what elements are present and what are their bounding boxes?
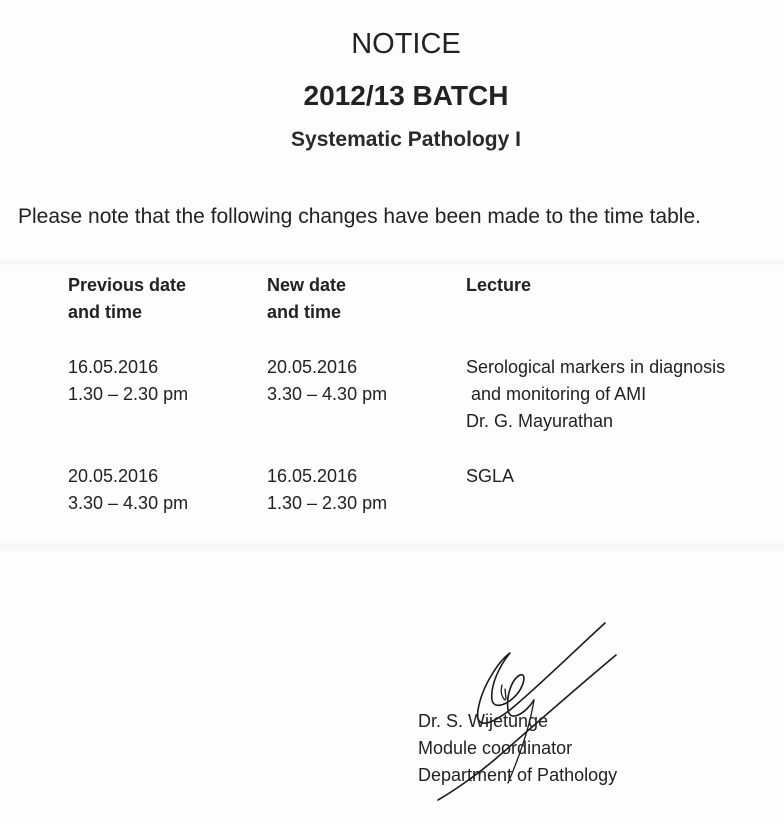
row-1-new — [267, 354, 387, 408]
signatory-name: Dr. S. Wijetunge — [418, 711, 549, 731]
row-2-new-date: 16.05.2016 — [267, 466, 358, 486]
batch-heading: 2012/13 BATCH — [303, 80, 509, 111]
notice-title: NOTICE — [351, 28, 461, 60]
row-1-new-date: 20.05.2016 — [267, 357, 358, 377]
row-2-previous-date: 20.05.2016 — [68, 466, 159, 486]
header-previous-date: Previous date and time — [68, 275, 187, 322]
row-1-new-time: 3.30 – 4.30 pm — [267, 384, 388, 404]
subject-heading: Systematic Pathology I — [291, 128, 521, 151]
row-1-lecture — [466, 354, 725, 435]
row-2-previous-time: 3.30 – 4.30 pm — [68, 493, 189, 513]
row-1-lecture-line-1: Serological markers in diagnosis — [466, 357, 726, 377]
row-1-previous — [68, 354, 188, 408]
row-2-new-time: 1.30 – 2.30 pm — [267, 493, 388, 513]
row-2-new — [267, 463, 387, 517]
intro-text: Please note that the following changes have been made to the time table. — [18, 205, 701, 228]
row-2-lecture — [466, 463, 514, 490]
signatory-role: Module coordinator — [418, 738, 573, 758]
row-1-previous-date: 16.05.2016 — [68, 357, 159, 377]
row-1-lecture-line-2: and monitoring of AMI — [466, 384, 647, 404]
signatory-department: Department of Pathology — [418, 765, 618, 785]
row-2-previous — [68, 463, 188, 517]
header-lecture: Lecture — [466, 275, 532, 295]
header-new-date: New date and time — [267, 275, 347, 322]
row-1-lecturer: Dr. G. Mayurathan — [466, 411, 614, 431]
signatory-block — [418, 708, 617, 789]
row-2-lecture-line-1: SGLA — [466, 466, 515, 486]
row-1-previous-time: 1.30 – 2.30 pm — [68, 384, 189, 404]
